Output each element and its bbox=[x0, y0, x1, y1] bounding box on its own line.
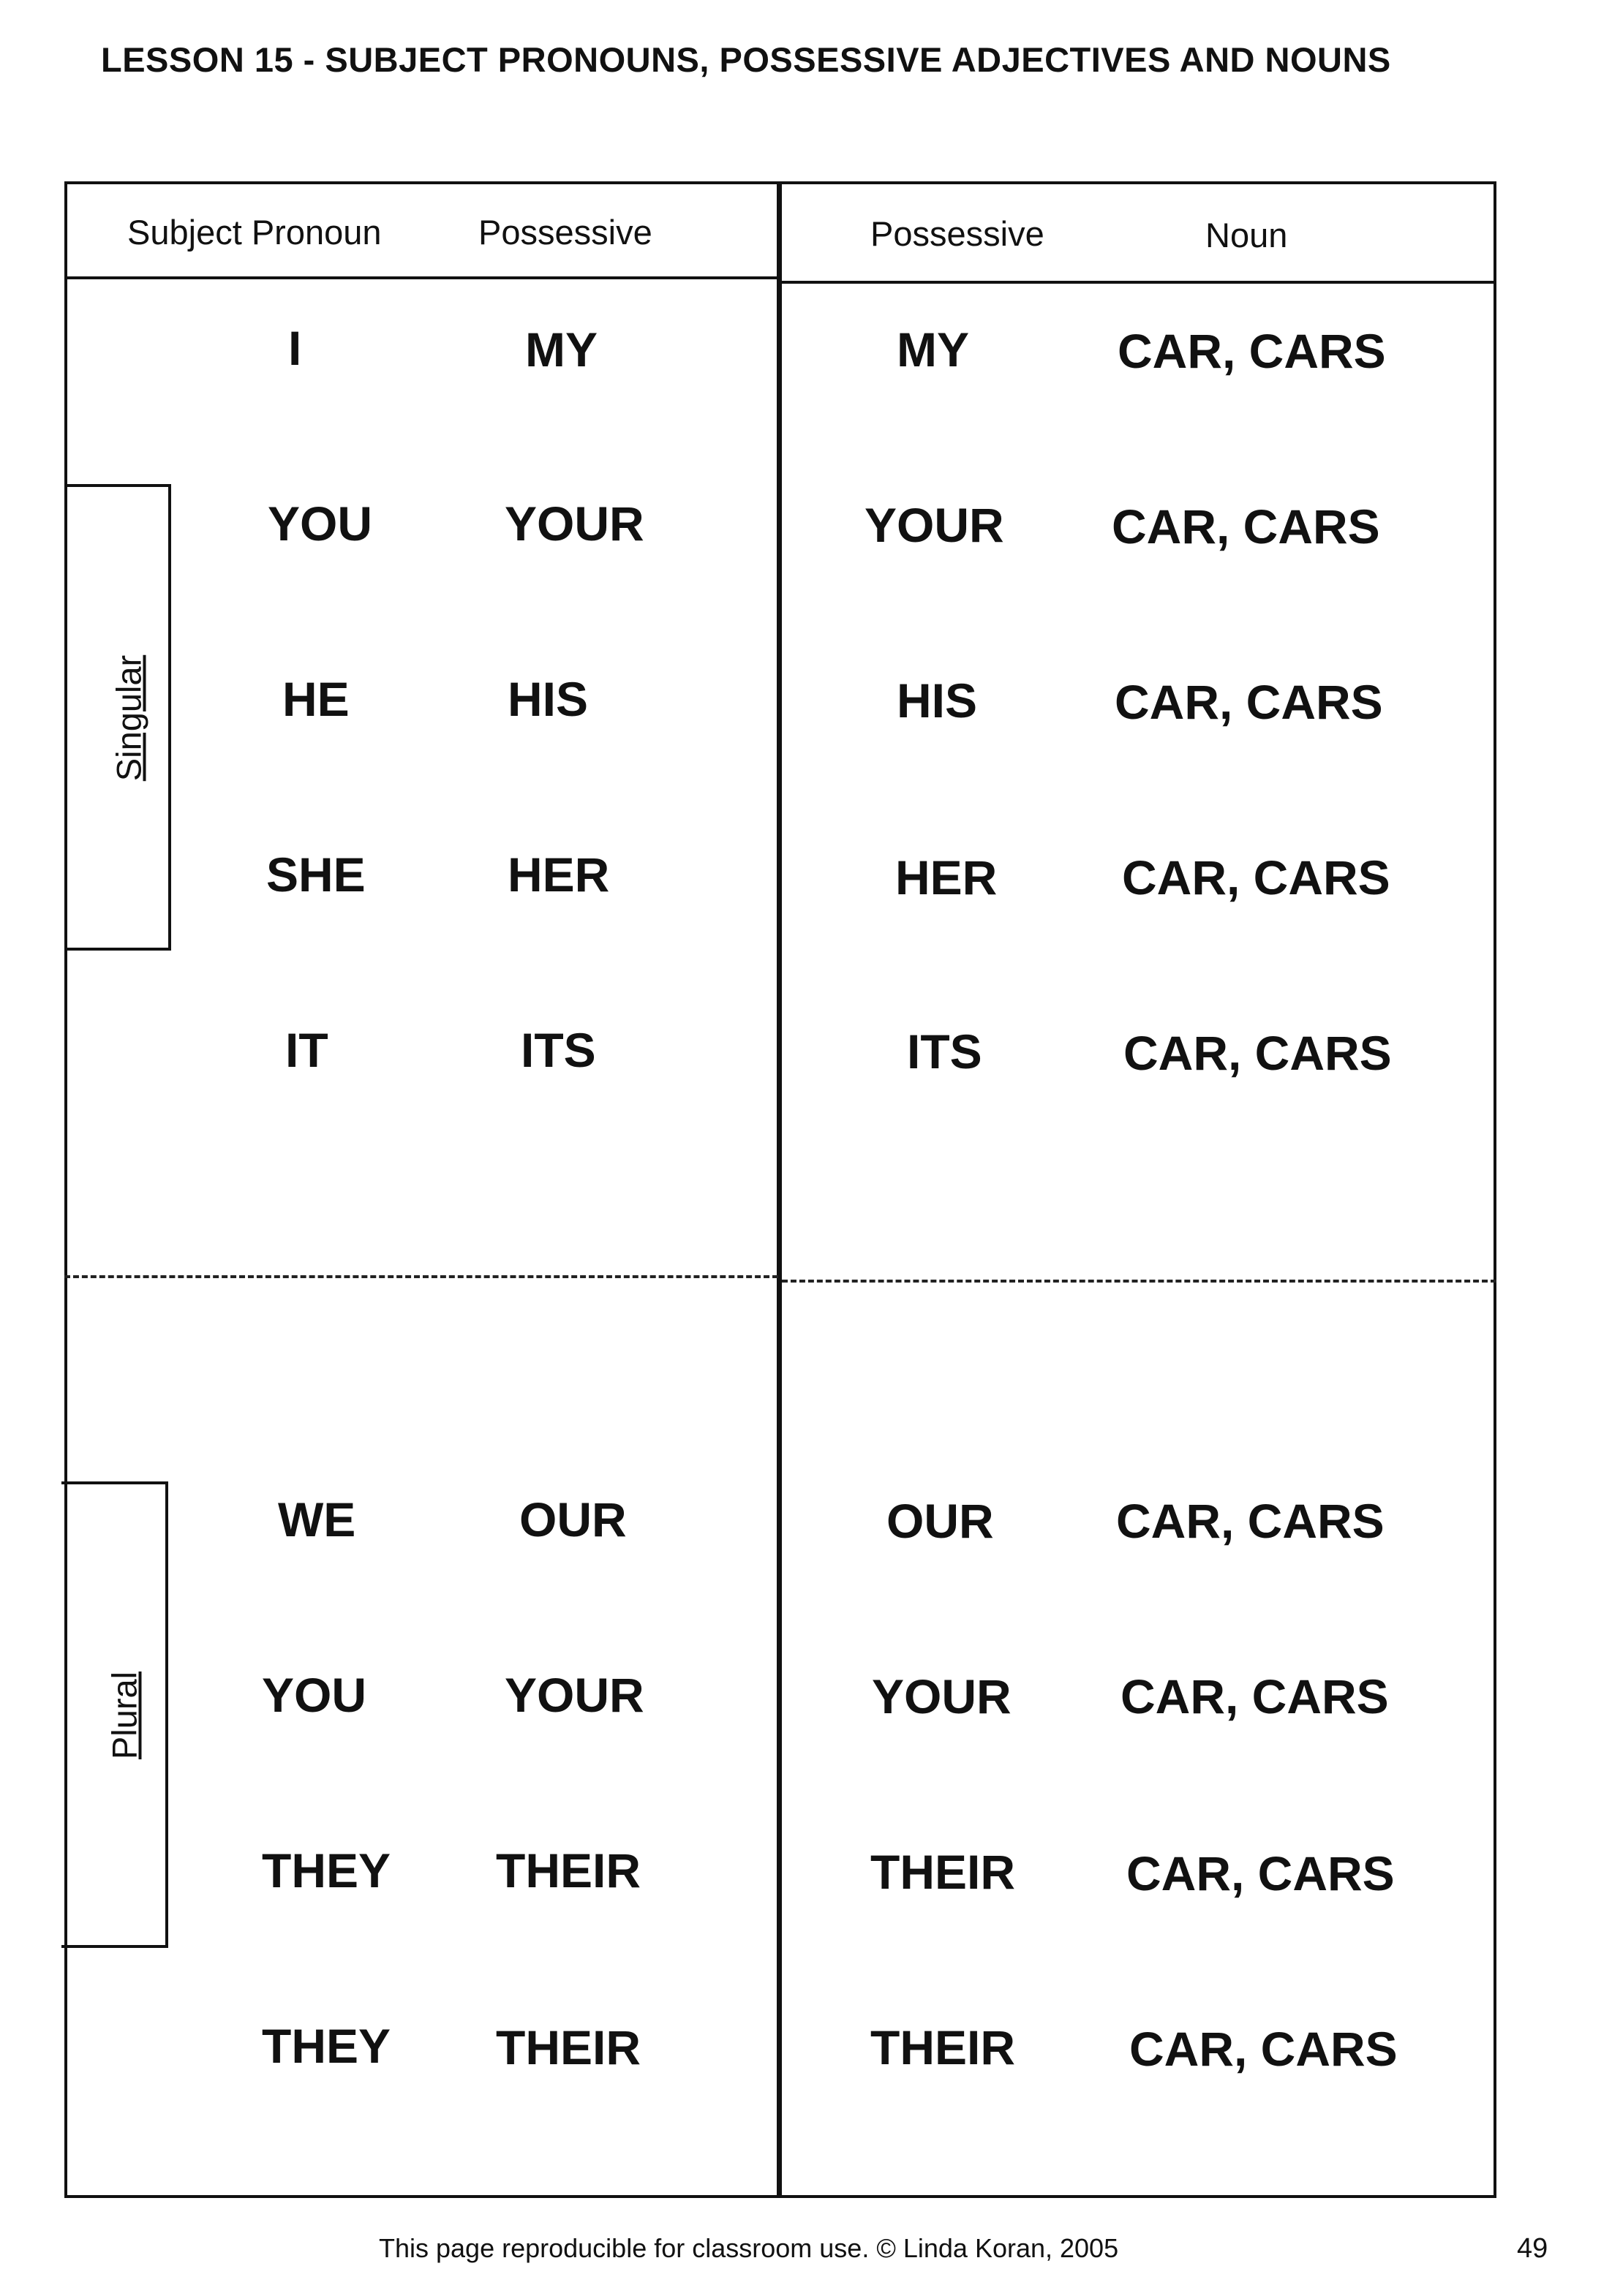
row-1-noun: CAR, CARS bbox=[1118, 324, 1386, 378]
row-7-possessive-2: YOUR bbox=[872, 1669, 1012, 1723]
plural-label: Plural bbox=[105, 1671, 144, 1760]
copyright-footer: This page reproducible for classroom use. © Linda Koran, 2005 bbox=[379, 2233, 1119, 2263]
row-1-possessive: MY bbox=[525, 322, 598, 377]
row-5-possessive: ITS bbox=[521, 1023, 596, 1077]
row-3-noun: CAR, CARS bbox=[1115, 675, 1383, 729]
row-7-noun: CAR, CARS bbox=[1121, 1669, 1389, 1723]
row-8-possessive: THEIR bbox=[496, 1843, 641, 1897]
row-2-possessive: YOUR bbox=[505, 496, 644, 551]
page-title: LESSON 15 - SUBJECT PRONOUNS, POSSESSIVE ADJECTIVES AND NOUNS bbox=[101, 40, 1391, 79]
row-8-noun: CAR, CARS bbox=[1126, 1846, 1395, 1900]
row-7-possessive: YOUR bbox=[505, 1668, 644, 1722]
row-4-pronoun: SHE bbox=[266, 847, 366, 902]
header-divider-right bbox=[780, 281, 1496, 284]
row-5-pronoun: IT bbox=[285, 1023, 328, 1077]
header-possessive-left: Possessive bbox=[478, 213, 652, 252]
row-6-noun: CAR, CARS bbox=[1116, 1494, 1385, 1548]
singular-plural-divider-right bbox=[782, 1280, 1496, 1283]
row-9-noun: CAR, CARS bbox=[1129, 2022, 1398, 2076]
row-2-pronoun: YOU bbox=[268, 496, 373, 551]
row-9-possessive: THEIR bbox=[496, 2020, 641, 2074]
row-3-possessive-2: HIS bbox=[897, 673, 978, 728]
center-divider bbox=[777, 181, 782, 2198]
singular-plural-divider-left bbox=[64, 1275, 778, 1278]
singular-label: Singular bbox=[109, 654, 148, 782]
row-5-possessive-2: ITS bbox=[907, 1024, 982, 1079]
row-5-noun: CAR, CARS bbox=[1123, 1026, 1392, 1080]
header-divider-left bbox=[64, 276, 780, 279]
row-4-possessive: HER bbox=[508, 847, 610, 902]
row-6-pronoun: WE bbox=[278, 1492, 356, 1547]
row-1-possessive-2: MY bbox=[897, 322, 969, 377]
row-1-pronoun: I bbox=[288, 321, 302, 375]
row-3-pronoun: HE bbox=[282, 672, 350, 726]
row-4-noun: CAR, CARS bbox=[1122, 850, 1390, 905]
row-8-possessive-2: THEIR bbox=[870, 1845, 1015, 1899]
header-noun: Noun bbox=[1205, 216, 1288, 254]
row-6-possessive-2: OUR bbox=[886, 1494, 994, 1548]
row-4-possessive-2: HER bbox=[895, 850, 998, 905]
row-7-pronoun: YOU bbox=[262, 1668, 367, 1722]
row-8-pronoun: THEY bbox=[262, 1843, 391, 1897]
row-2-possessive-2: YOUR bbox=[865, 498, 1004, 552]
page-number: 49 bbox=[1517, 2233, 1548, 2264]
header-possessive-right: Possessive bbox=[870, 214, 1044, 253]
row-2-noun: CAR, CARS bbox=[1112, 499, 1380, 554]
row-9-possessive-2: THEIR bbox=[870, 2020, 1015, 2074]
row-9-pronoun: THEY bbox=[262, 2019, 391, 2073]
header-subject-pronoun: Subject Pronoun bbox=[127, 213, 382, 252]
row-3-possessive: HIS bbox=[508, 672, 589, 726]
row-6-possessive: OUR bbox=[519, 1492, 627, 1547]
